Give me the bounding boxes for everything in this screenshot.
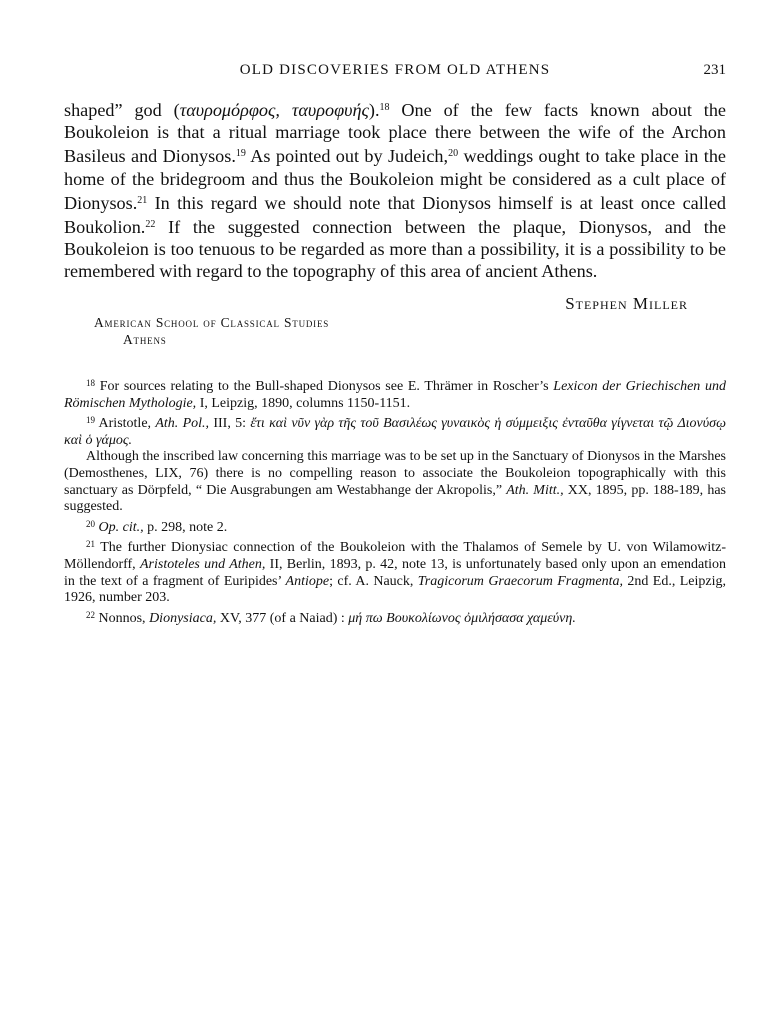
running-head: [64, 62, 726, 84]
footnote-18: [64, 375, 726, 412]
italic-title: Tragicorum Graecorum Fragmenta,: [417, 573, 623, 589]
affiliation: [94, 314, 329, 348]
footnote-ref[interactable]: 20: [448, 148, 459, 160]
text-run: XV, 377 (of a Naiad) :: [216, 610, 349, 626]
footnote-21: [64, 536, 726, 606]
body-paragraph: [64, 97, 726, 283]
text-run: The further Dionysiac connection of the Boukoleion with the Thalamos of Semele by U. von Wilamowitz-Möllendorff,: [64, 540, 726, 572]
text-run: ).: [368, 100, 380, 120]
italic-title: Antiope: [285, 573, 330, 589]
text-run: If the suggested connection between the plaque, Dionysos, and the Boukoleion is too tenuous to be regarded as more than a possibility, it is a possibility to be remembered with regard to the topography of this area of ancient Athens.: [64, 217, 726, 282]
footnote-22: [64, 607, 726, 628]
greek-text: ἔτι καὶ νῦν γὰρ τῆς τοῦ Βασιλέως γυναικὸς ἡ σύμμειξις ἐνταῦθα γίγνεται τῷ Διονύσῳ καὶ ὁ γάμος.: [64, 416, 726, 448]
italic-title: Ath. Mitt.,: [506, 482, 564, 498]
text-run: I, Leipzig, 1890, columns 1150-1151.: [196, 395, 411, 411]
footnote-number: 18: [86, 378, 95, 388]
text-run: Although the inscribed law concerning this marriage was to be set up in the Sanctuary of Dionysos in the Marshes (Demosthenes, LIX, 76) there is no compelling reason to associate the Boukoleion topographically with this sanctuary as Dörpfeld, “ Die Ausgrabungen am Westabhange der Akropolis,”: [64, 449, 726, 498]
italic-title: Dionysiaca,: [149, 610, 217, 626]
text-run: XX, 1895, pp. 188-189, has suggested.: [64, 482, 726, 515]
greek-text: ταυρομόρφος, ταυροφυής: [179, 100, 369, 120]
text-run: weddings ought to take place in the home of the bridegroom and thus the Boukoleion might be considered as a cult place of Dionysos.: [64, 146, 726, 213]
footnote-number: 21: [86, 539, 95, 550]
city: Athens: [123, 332, 167, 347]
text-run: 2nd Ed., Leipzig, 1926, number 203.: [64, 573, 726, 606]
footnotes: [64, 375, 726, 627]
footnote-ref[interactable]: 18: [379, 102, 390, 113]
italic-title: Aristoteles und Athen,: [139, 556, 266, 572]
institution: American School of Classical Studies: [94, 315, 330, 330]
footnote-number: 22: [86, 609, 95, 620]
footnote-ref[interactable]: 22: [145, 219, 156, 231]
footnote-20: [64, 516, 726, 537]
italic-title: Lexicon der Griechischen und Römischen Mythologie,: [64, 379, 726, 411]
footnote-number: 20: [86, 518, 95, 529]
text-run: ; cf. A. Nauck,: [329, 573, 418, 589]
paragraph: [64, 97, 726, 283]
footnote-ref[interactable]: 21: [137, 194, 148, 206]
text-run: As pointed out by Judeich,: [245, 146, 449, 167]
italic-title: Ath. Pol.,: [155, 416, 210, 432]
text-run: Aristotle,: [95, 416, 156, 432]
author-name: Stephen Miller: [565, 294, 688, 313]
footnote-19: [64, 412, 726, 449]
text-run: In this regard we should note that Dionysos himself is at least once called Boukolion.: [64, 192, 726, 238]
greek-text: μή πω Βουκολίωνος ὀμιλήσασα χαμεύνη.: [348, 610, 576, 626]
text-run: II, Berlin, 1893, p. 42, note 13, is unfortunately based only upon an emendation in the text of a fragment of Euripides’: [64, 556, 726, 589]
text-run: III, 5:: [209, 416, 251, 432]
footnote-ref[interactable]: 19: [235, 148, 246, 160]
running-title: OLD DISCOVERIES FROM OLD ATHENS: [239, 62, 551, 78]
footnote-19-continued: [64, 449, 726, 515]
italic-title: Op. cit.,: [95, 519, 144, 535]
text-run: shaped” god (: [64, 100, 180, 120]
footnote-number: 19: [86, 415, 95, 426]
text-run: Nonnos,: [95, 610, 150, 626]
text-run: p. 298, note 2.: [143, 519, 228, 535]
text-run: For sources relating to the Bull-shaped Dionysos see E. Thrämer in Roscher’s: [95, 379, 554, 394]
text-run: One of the few facts known about the Boukoleion is that a ritual marriage took place there between the wife of the Archon Basileus and Dionysos.: [64, 100, 726, 167]
page-number: 231: [703, 62, 726, 78]
